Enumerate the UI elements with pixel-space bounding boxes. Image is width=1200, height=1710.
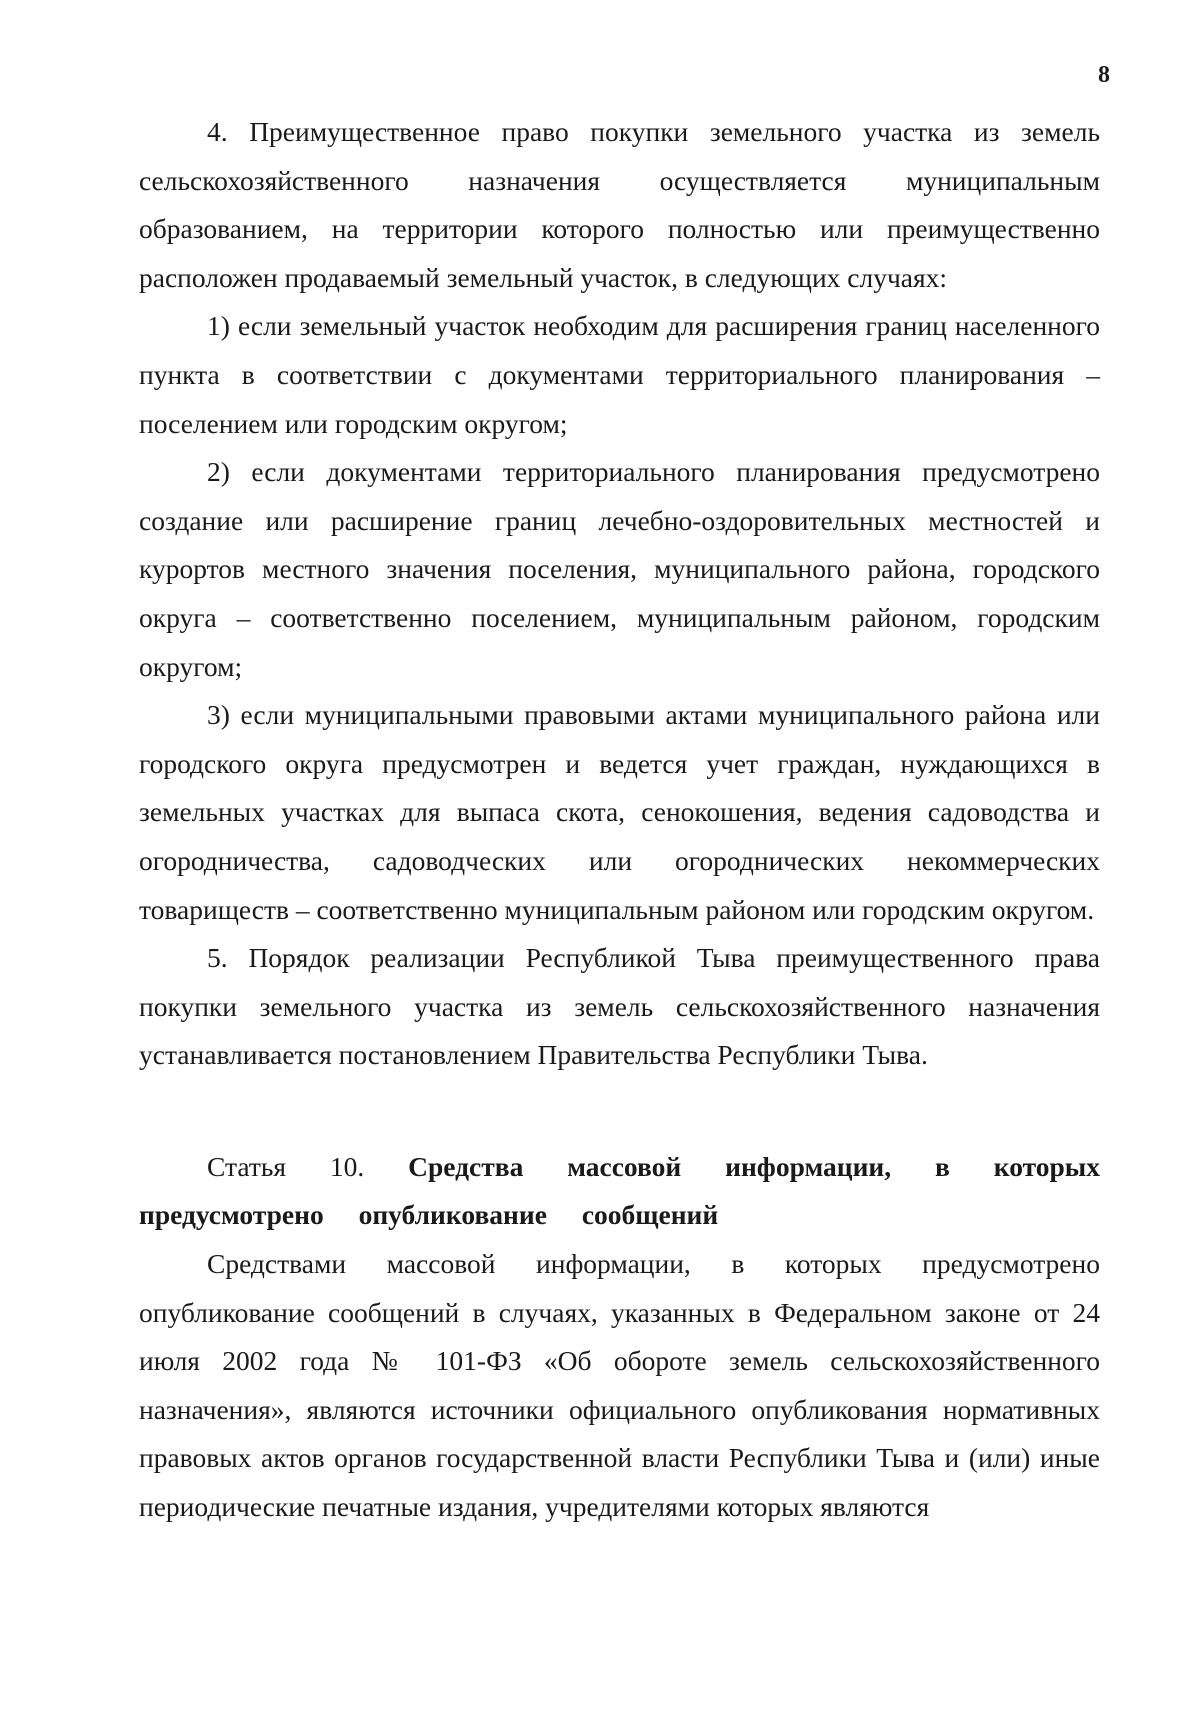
article-heading [139, 1143, 1100, 1240]
page-number: 8 [1098, 62, 1110, 88]
paragraph-preemptive-right: 4. Преимущественное право покупки земельного участка из земель сельскохозяйственного назначения осуществляется муниципальным образованием, на территории которого полностью или преимущественно расположен продаваемый земельный участок, в следующих случаях: [139, 116, 1100, 293]
article-title: Средства массовой информации, в которых предусмотрено опубликование сообщений [139, 1150, 1100, 1231]
section-spacer [139, 1080, 1100, 1143]
article-label: Статья 10. [207, 1150, 365, 1182]
list-item-1: 1) если земельный участок необходим для расширения границ населенного пункта в соответствии с документами территориального планирования – поселением или городским округом; [139, 310, 1100, 439]
list-item-2: 2) если документами территориального планирования предусмотрено создание или расширение границ лечебно-оздоровительных местностей и курортов местного значения поселения, муниципального района, городского округа – соответственно поселением, муниципальным районом, городским округом; [139, 456, 1100, 682]
list-item-3: 3) если муниципальными правовыми актами муниципального района или городского округа предусмотрен и ведется учет граждан, нуждающихся в земельных участках для выпаса скота, сенокошения, ведения садоводства и огородничества, садоводческих или огороднических некоммерческих товариществ – соответственно муниципальным районом или городским округом. [139, 699, 1100, 925]
paragraph-procedure: 5. Порядок реализации Республикой Тыва преимущественного права покупки земельного участка из земель сельскохозяйственного назначения устанавливается постановлением Правительства Республики Тыва. [139, 942, 1100, 1071]
document-body [139, 108, 1100, 1532]
article-body: Средствами массовой информации, в которых предусмотрено опубликование сообщений в случаях, указанных в Федеральном законе от 24 июля 2002 года № 101-ФЗ «Об обороте земель сельскохозяйственного назначения», являются источники официального опубликования нормативных правовых актов органов государственной власти Республики Тыва и (или) иные периодические печатные издания, учредителями которых являются [139, 1248, 1100, 1523]
